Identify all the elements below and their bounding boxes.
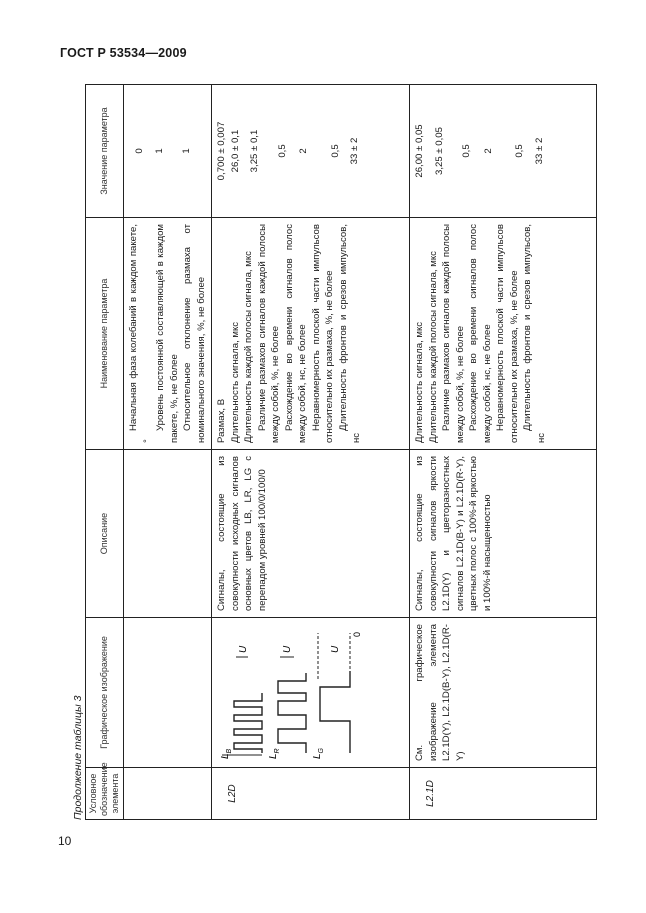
value-text: 0,5 <box>461 144 472 158</box>
param-text: Начальная фаза колебаний в каждом пакете, ° <box>128 224 153 443</box>
param-text: Расхождение во времени сигналов полос между собой, нс, не более <box>283 224 308 443</box>
table-row-l2d <box>212 85 410 820</box>
cell-values <box>124 85 212 218</box>
cell-graphic-reference: См. графическое изображение элемента L2.1D(Y), L2.1D(B-Y), L2.1D(R-Y) <box>410 618 597 768</box>
label-u-1: U <box>238 645 249 653</box>
value-text: 1 <box>153 148 165 154</box>
value-text: 2 <box>298 148 309 154</box>
value-text: 0,5 <box>276 144 288 158</box>
param-text: Длительность сигнала, мкс <box>414 321 425 443</box>
value-text: 33 ± 2 <box>349 137 360 165</box>
value-text: 3,25 ± 0,05 <box>433 127 445 175</box>
cell-description-empty <box>124 450 212 618</box>
col-header-description: Описание <box>86 450 124 618</box>
param-text: Различие размахов сигналов каждой полосы между собой, %, не более <box>256 224 281 443</box>
cell-description: Сигналы, состоящие из совокупности исходных сигналов основных цветов LB, LR, LG с перепадом уровней 100/0/100/0 <box>212 450 410 618</box>
col-header-graphic: Графическое изображение <box>86 618 124 768</box>
param-text: Неравномерность плоской части импульсов относительно их размаха, %, не более <box>310 224 335 443</box>
cell-description: Сигналы, состоящие из совокупности сигналов яркости L2.1D(Y) и цветоразностных сигналов L2.1D(B-Y) и L2.1D(R-Y), цветных полос с 100%-й яркостью и 100%-й насыщенностью <box>410 450 597 618</box>
cell-graphic <box>212 618 410 768</box>
col-header-parameter: Наименование параметра <box>86 218 124 450</box>
param-text: Длительность каждой полосы сигнала, мкс <box>243 251 254 443</box>
parameters-table <box>85 84 597 820</box>
cell-values <box>212 85 410 218</box>
waveform-lb <box>234 693 262 753</box>
table-row-continued <box>124 85 212 820</box>
value-text: 0 <box>134 148 145 154</box>
cell-graphic-empty <box>124 618 212 768</box>
cell-parameters <box>124 218 212 450</box>
param-text: Длительность фронтов и срезов импульсов, нс <box>522 224 547 443</box>
document-header: ГОСТ Р 53534—2009 <box>60 46 187 60</box>
table-header-row <box>86 85 124 820</box>
value-text: 0,5 <box>514 144 525 158</box>
param-text: Относительное отклонение размаха от номинального значения, %, не более <box>182 224 207 443</box>
param-text: Неравномерность плоской части импульсов относительно их размаха, %, не более <box>495 224 520 443</box>
cell-code: L2D <box>212 768 410 820</box>
label-u-3: U <box>330 645 341 653</box>
label-zero: 0 <box>352 631 362 637</box>
waveform-graphic <box>214 625 364 765</box>
param-text: Уровень постоянной составляющей в каждом пакете, %, не более <box>155 224 180 443</box>
param-text: Размах, В <box>216 398 227 443</box>
waveform-lg <box>320 671 350 753</box>
label-lg: $L_G$ <box>312 747 325 759</box>
cell-parameters <box>410 218 597 450</box>
param-text: Различие размахов сигналов каждой полосы между собой, %, не более <box>441 224 466 443</box>
cell-parameters <box>212 218 410 450</box>
param-text: Длительность сигнала, мкс <box>229 321 241 443</box>
label-lb: $L_B$ <box>220 748 233 759</box>
rotated-table <box>85 85 586 820</box>
col-header-value: Значение параметра <box>86 85 124 218</box>
param-text: Длительность каждой полосы сигнала, мкс <box>427 251 439 443</box>
param-text: Длительность фронтов и срезов импульсов, нс <box>337 224 362 443</box>
col-header-code: Условное обозначение элемента <box>86 768 124 820</box>
value-text: 3,25 ± 0,1 <box>249 129 260 173</box>
value-text: 2 <box>482 148 494 154</box>
cell-code-empty <box>124 768 212 820</box>
value-text: 26,0 ± 0,1 <box>229 129 241 173</box>
waveform-lr <box>278 673 306 753</box>
table-continuation-caption: Продолжение таблицы 3 <box>72 695 84 820</box>
rotated-table-container <box>85 85 586 820</box>
value-text: 26,00 ± 0,05 <box>414 124 425 178</box>
value-text: 0,700 ± 0,007 <box>216 121 227 181</box>
cell-code: L2.1D <box>410 768 597 820</box>
table-row-l21d <box>410 85 597 820</box>
param-text: Расхождение во времени сигналов полос между собой, нс, не более <box>468 224 493 443</box>
label-lr: $L_R$ <box>268 748 281 759</box>
cell-values <box>410 85 597 218</box>
page-number: 10 <box>58 834 72 848</box>
value-text: 0,5 <box>329 144 341 158</box>
label-u-2: U <box>282 645 293 653</box>
value-text: 33 ± 2 <box>533 137 545 165</box>
value-text: 1 <box>181 148 192 154</box>
